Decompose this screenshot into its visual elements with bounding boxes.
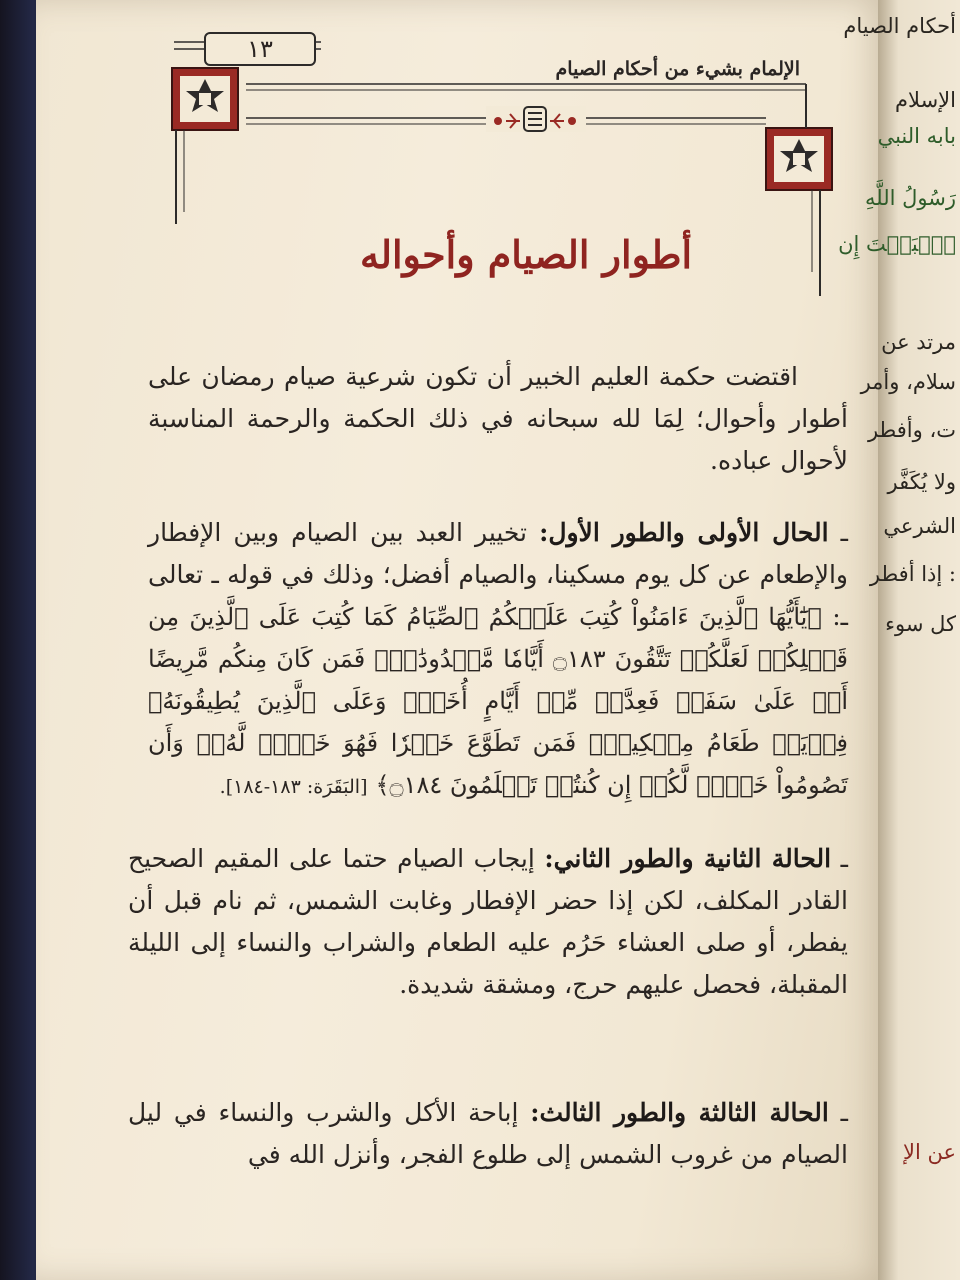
- stage-2-paragraph: [128, 838, 848, 1006]
- intro-paragraph: [148, 356, 848, 482]
- left-star-tile: [172, 68, 238, 130]
- facing-page-fragment: الإسلام: [895, 88, 956, 112]
- center-ornament: [486, 106, 586, 132]
- page-number: ١٣: [204, 32, 316, 66]
- stage-1-text: تخيير العبد بين الصيام وبين الإفطار والإطعام عن كل يوم مسكينا، والصيام أفضل؛ وذلك في قوله ـ تعالى ـ:: [148, 518, 848, 631]
- stage-3-text: إباحة الأكل والشرب والنساء في ليل الصيام من غروب الشمس إلى طلوع الفجر، وأنزل الله في: [128, 1098, 848, 1169]
- stage-2-text: إيجاب الصيام حتما على المقيم الصحيح القادر المكلف، لكن إذا حضر الإفطار وغابت الشمس، ثم نام قبل أن يفطر، أو صلى العشاء حَرُم عليه الطعام والشراب والنساء إلى الليلة المقبلة، فحصل عليهم حرج، ومشقة شديدة.: [128, 844, 848, 999]
- intro-text: اقتضت حكمة العليم الخبير أن تكون شرعية صيام رمضان على أطوار وأحوال؛ لِمَا لله سبحانه في ذلك الحكمة والرحمة المناسبة لأحوال عباده.: [148, 362, 848, 475]
- running-header-title: الإلمام بشيء من أحكام الصيام: [555, 58, 800, 80]
- facing-page-fragment: عن الإ: [902, 1140, 956, 1164]
- stage-2-dash: ـ: [831, 844, 848, 873]
- facing-page-fragment: : إذا أفطر: [869, 562, 956, 586]
- facing-page-fragment: رَسُولُ اللَّهِ: [865, 186, 956, 210]
- stage-3-paragraph: [128, 1092, 848, 1176]
- stage-3-dash: ـ: [828, 1098, 848, 1127]
- facing-page-fragment: كل سوء: [885, 612, 956, 636]
- stage-1-reference: [البَقَرَة: ١٨٣-١٨٤].: [219, 776, 368, 798]
- facing-page-edge: [838, 0, 960, 1280]
- stage-1-paragraph: [148, 512, 848, 808]
- stage-1-label: الحال الأولى والطور الأول:: [539, 518, 829, 547]
- stage-1-ayah: ﴿يَٰٓأَيُّهَا ٱلَّذِينَ ءَامَنُواْ كُتِبَ عَلَيۡكُمُ ٱلصِّيَامُ كَمَا كُتِبَ عَلَى ٱلَّذِينَ مِن قَبۡلِكُمۡ لَعَلَّكُمۡ تَتَّقُونَ ۝١٨٣ أَيَّامٗا مَّعۡدُودَٰتٖۚ فَمَن كَانَ مِنكُم مَّرِيضًا أَوۡ عَلَىٰ سَفَرٖ فَعِدَّةٞ مِّنۡ أَيَّامٍ أُخَرَۚ وَعَلَى ٱلَّذِينَ يُطِيقُونَهُۥ فِدۡيَةٞ طَعَامُ مِسۡكِينٖۖ فَمَن تَطَوَّعَ خَيۡرٗا فَهُوَ خَيۡرٞ لَّهُۥۚ وَأَن تَصُومُواْ خَيۡرٞ لَّكُمۡ إِن كُنتُمۡ تَعۡلَمُونَ ۝١٨٤﴾: [148, 603, 848, 799]
- facing-page-fragment: مرتد عن: [881, 330, 956, 354]
- stage-1-dash: ـ: [828, 518, 849, 547]
- facing-page-fragment: بابه النبي: [877, 124, 956, 148]
- facing-page-fragment: سلام، وأمر: [860, 370, 956, 394]
- facing-page-fragment: الشرعي: [883, 514, 956, 538]
- facing-page-fragment: ولا يُكَفَّر: [887, 470, 956, 494]
- stage-2-label: الحالة الثانية والطور الثاني:: [544, 844, 832, 873]
- book-page: [36, 0, 890, 1280]
- chapter-title: أطوار الصيام وأحواله: [360, 232, 692, 277]
- facing-page-fragment: ت، وأفطر: [867, 418, 956, 442]
- stage-3-label: الحالة الثالثة والطور الثالث:: [530, 1098, 829, 1127]
- facing-page-fragment: ٱلۡبَيۡتَ إِن: [838, 232, 956, 256]
- facing-page-fragment: أحكام الصيام: [843, 14, 956, 38]
- right-star-tile: [766, 128, 832, 190]
